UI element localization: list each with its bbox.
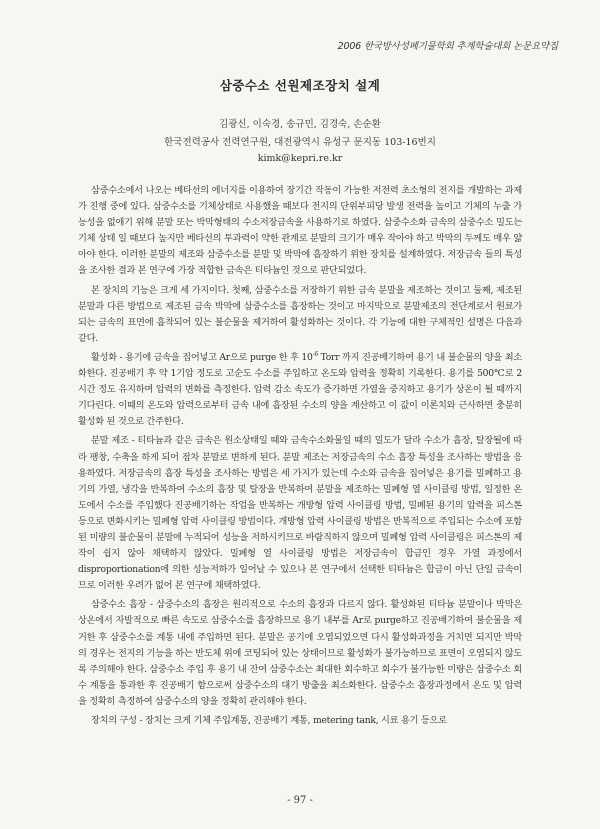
conference-header: 2006 한국방사성폐기물학회 추계학술대회 논문요약집 [337,41,558,52]
paragraph-apparatus-composition: 장치의 구성 - 장치는 크게 기체 주입계통, 진공배기 계통, metering tank, 시료 용기 등으로 [91,715,447,726]
paragraph-intro: 삼중수소에서 나오는 베타선의 에너지를 이용하여 장기간 작동이 가능한 저전력 초소형의 전지를 개발하는 과제가 진행 중에 있다. 삼중수소를 기체상태로 사용했을 때보다 전지의 단위부피당 발생 전력을 높이고 기체의 누출 가능성을 없애기 위해 분말 또는 박막형태의 수소저장금속을 사용하기로 하였다. 삼중수소화 금속의 삼중수소 밀도는 기체 상태 일 때보다 높지만 베타선의 투과력이 약한 관계로 분말의 크기가 매우 작아야 하고 박막의 두께도 매우 얇아야 한다. 이러한 분말의 제조와 삼중수소를 분말 및 박막에 흡장하기 위한 장치를 설계하였다. 저장금속 들의 특성을 조사한 결과 본 연구에 가장 적합한 금속은 티타늄인 것으로 판단되었다. [78,185,522,277]
affiliation: 한국전력공사 전력연구원, 대전광역시 유성구 문지동 103-16번지 [164,137,436,148]
page-number: - 97 - [287,795,313,806]
paper-title: 삼중수소 선원제조장치 설계 [219,78,381,93]
paragraph-tritium-absorption: 삼중수소 흡장 - 삼중수소의 흡장은 원리적으로 수소의 흡장과 다르지 않다. 활성화된 티타늄 분말이나 박막은 상온에서 자발적으로 빠른 속도로 삼중수소를 흡장하므로 용기 내부를 Ar로 purge하고 진공배기하여 불순물을 제거한 후 삼중수소를 계통 내에 주입하면 된다. 분말은 공기에 오염되었으면 다시 활성화과정을 거치면 되지만 박막의 경우는 전지의 기능을 하는 반도체 위에 코팅되어 있는 상태이므로 활성화가 불가능하므로 표면이 오염되지 않도록 주의해야 한다. 삼중수소 주입 후 용기 내 잔여 삼중수소는 최대한 회수하고 회수가 불가능한 미량은 삼중수소 회수 계통을 통과한 후 진공배기 함으로써 삼중수소의 대기 방출을 최소화한다. 삼중수소 흡장과정에서 온도 및 압력을 정확히 측정하여 삼중수소의 양을 정확히 관리해야 한다. [78,599,522,707]
abstract-body [78,183,522,732]
contact-email: kimk@kepri.re.kr [257,153,343,164]
paragraph-powder-production: 분말 제조 - 티타늄과 같은 금속은 원소상태일 때와 금속수소화물일 때의 밀도가 달라 수소가 흡장, 탈장될에 따라 팽창, 수축을 하게 되어 점차 분말로 변하게 된다. 분말 제조는 저장금속의 수소 흡장 특성을 조사하는 방법을 응용하였다. 저장금속의 흡장 특성을 조사하는 방법은 세 가지가 있는데 수소와 금속을 집어넣은 용기를 밀폐하고 용기의 가열, 냉각을 반복하여 수소의 흡장 및 탈장을 반복하여 분말을 제조하는 밀폐형 열 사이클링 방법, 일정한 온도에서 수소를 주입했다 진공배기하는 작업을 반복하는 개방형 압력 사이클링 방법, 밀폐된 용기의 압력을 피스톤 등으로 변화시키는 밀폐형 압력 사이클링 방법이다. 개방형 압력 사이클링 방법은 반복적으로 주입되는 수소에 포함된 미량의 불순물이 분말에 누적되어 성능을 저하시키므로 바람직하지 않으며 밀폐형 압력 사이클링은 피스톤의 제작이 쉽지 않아 채택하지 않았다. 밀폐형 열 사이클링 방법은 저장금속이 합금인 경우 가열 과정에서 disproportionation에 의한 성능저하가 일어날 수 있으나 본 연구에서 선택한 티타늄은 합금이 아닌 단일 금속이므로 이러한 우려가 없어 본 연구에 채택하였다. [78,435,522,592]
author-list: 김광신, 이숙경, 송규민, 김경숙, 손순환 [219,119,381,130]
paragraph-activation [78,350,522,430]
paragraph-functions: 본 장치의 기능은 크게 세 가지이다. 첫째, 삼중수소를 저장하기 위한 금속 분말을 제조하는 것이고 둘째, 제조된 분말과 다른 방법으로 제조된 금속 박막에 삼중수소를 흡장하는 것이고 마지막으로 분말제조의 전단계로서 원료가 되는 금속의 표면에 흡착되어 있는 불순물을 제거하여 활성화하는 것이다. 각 기능에 대한 구체적인 설명은 다음과 같다. [78,284,522,344]
activation-text-start: 활성화 - 용기에 금속을 집어넣고 Ar으로 purge 한 후 10 [91,351,313,363]
pressure-exponent: -6 [312,350,318,358]
activation-text-end: Torr 까지 진공배기하여 용기 내 불순물의 양을 최소화한다. 진공배기 후 약 1기압 정도로 고순도 수소를 주입하고 온도와 압력을 정확히 기록한다. 용기를 500℃로 2시간 정도 유지하며 압력의 변화를 측정한다. 압력 감소 속도가 증가하면 가열을 중지하고 용기가 상온이 될 때까지 기다린다. 이때의 온도와 압력으로부터 금속 내에 흡장된 수소의 양을 계산하고 이 값이 이론치와 근사하면 충분히 활성화 된 것으로 간주한다. [78,351,522,428]
